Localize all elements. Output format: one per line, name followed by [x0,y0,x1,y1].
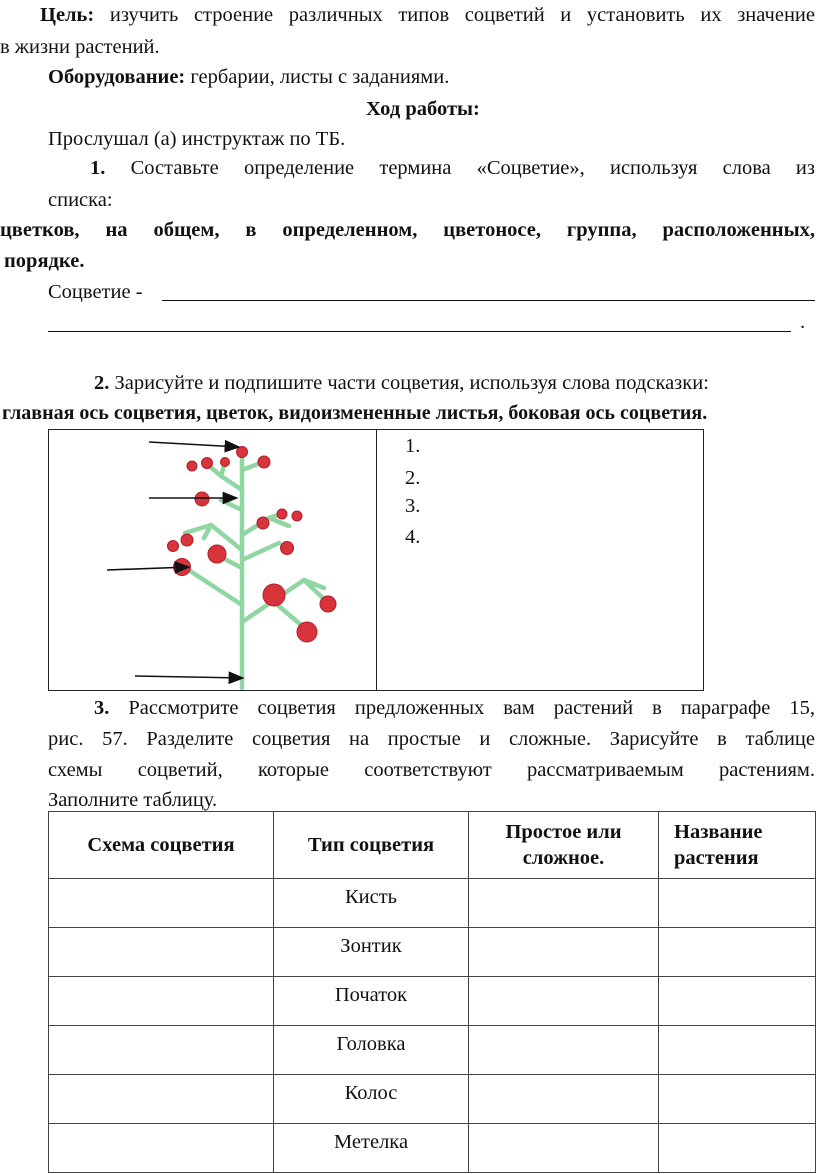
flowers [168,447,337,643]
inflorescence-illustration [49,430,376,690]
part-label-1[interactable]: 1. [405,435,421,457]
scheme-cell[interactable] [49,879,274,928]
progress-heading: Ход работы: [366,98,480,120]
table-row [49,879,816,928]
table-row [49,928,816,977]
scheme-cell[interactable] [49,1075,274,1124]
task1-number: 1. [90,157,106,179]
simple-complex-cell[interactable] [469,928,659,977]
task3-text-4: Заполните таблицу. [48,789,218,811]
simple-complex-cell[interactable] [469,1026,659,1075]
goal-line-1 [40,2,815,28]
type-cell: Зонтик [274,928,469,977]
part-label-3[interactable]: 3. [405,495,421,517]
plant-name-cell[interactable] [659,977,816,1026]
task3-text-1: Рассмотрите соцветия предложенных вам растений в параграфе 15, [128,697,816,719]
type-cell: Колос [274,1075,469,1124]
definition-end-dot: . [800,311,806,333]
part-label-2[interactable]: 2. [405,467,421,489]
scheme-cell[interactable] [49,1026,274,1075]
task3-text-3: схемы соцветий, которые соответствуют рассматриваемым растениям. [48,759,815,781]
task3-text-2: рис. 57. Разделите соцветия на простые и сложные. Зарисуйте в таблице [48,728,815,750]
table-row [49,977,816,1026]
equipment-label: Оборудование: [48,66,186,88]
task1-text-2: списка: [48,189,113,211]
plant-name-cell[interactable] [659,1075,816,1124]
equipment-text: гербарии, листы с заданиями. [190,66,450,88]
task2-number: 2. [94,372,110,394]
header-plant-name-line1: Название [674,821,763,843]
goal-text-2: в жизни растений. [0,36,160,58]
simple-complex-cell[interactable] [469,879,659,928]
task1-words-1: цветков, на общем, в определенном, цветоносе, группа, расположенных, [0,219,815,241]
plant-name-cell[interactable] [659,1026,816,1075]
type-cell: Метелка [274,1124,469,1173]
table-row [49,1075,816,1124]
table-row [49,1124,816,1173]
type-cell: Кисть [274,879,469,928]
plant-name-cell[interactable] [659,879,816,928]
header-plant-name-line2: растения [674,847,759,869]
inflorescence-table [48,811,816,1173]
task2-hints: главная ось соцветия, цветок, видоизмененные листья, боковая ось соцветия. [2,402,708,424]
plant-name-cell[interactable] [659,928,816,977]
scheme-cell[interactable] [49,928,274,977]
definition-blank-line-2[interactable] [48,331,791,332]
header-simple-complex-line2: сложное. [522,847,605,869]
task1-words-2: порядке. [4,250,85,272]
goal-text-1: изучить строение различных типов соцветий и установить их значение [109,4,815,26]
header-type: Тип соцветия [274,812,469,879]
simple-complex-cell[interactable] [469,1124,659,1173]
briefing-text: Прослушал (а) инструктаж по ТБ. [48,128,346,150]
drawing-table [48,429,704,691]
task2-line [94,370,709,396]
header-scheme: Схема соцветия [49,812,274,879]
simple-complex-cell[interactable] [469,1075,659,1124]
task1-line-1 [90,155,815,181]
scheme-cell[interactable] [49,1124,274,1173]
part-label-4[interactable]: 4. [405,526,421,548]
plant-name-cell[interactable] [659,1124,816,1173]
task2-text: Зарисуйте и подпишите части соцветия, используя слова подсказки: [114,372,709,394]
type-cell: Початок [274,977,469,1026]
header-simple-complex-line1: Простое или [505,821,622,843]
table-header-row [49,812,816,879]
header-plant-name [659,812,816,879]
task3-number: 3. [94,697,110,719]
goal-label: Цель: [40,4,95,26]
task1-text-1: Составьте определение термина «Соцветие», используя слова из [130,157,816,179]
table-row [49,1026,816,1075]
definition-label: Соцветие - [48,281,143,303]
simple-complex-cell[interactable] [469,977,659,1026]
definition-blank-line-1[interactable] [162,300,815,301]
scheme-cell[interactable] [49,977,274,1026]
drawing-table-divider [376,430,377,690]
equipment-line [48,64,449,90]
header-simple-complex [469,812,659,879]
type-cell: Головка [274,1026,469,1075]
stem-branches [181,452,327,688]
task3-line-1 [94,695,815,721]
